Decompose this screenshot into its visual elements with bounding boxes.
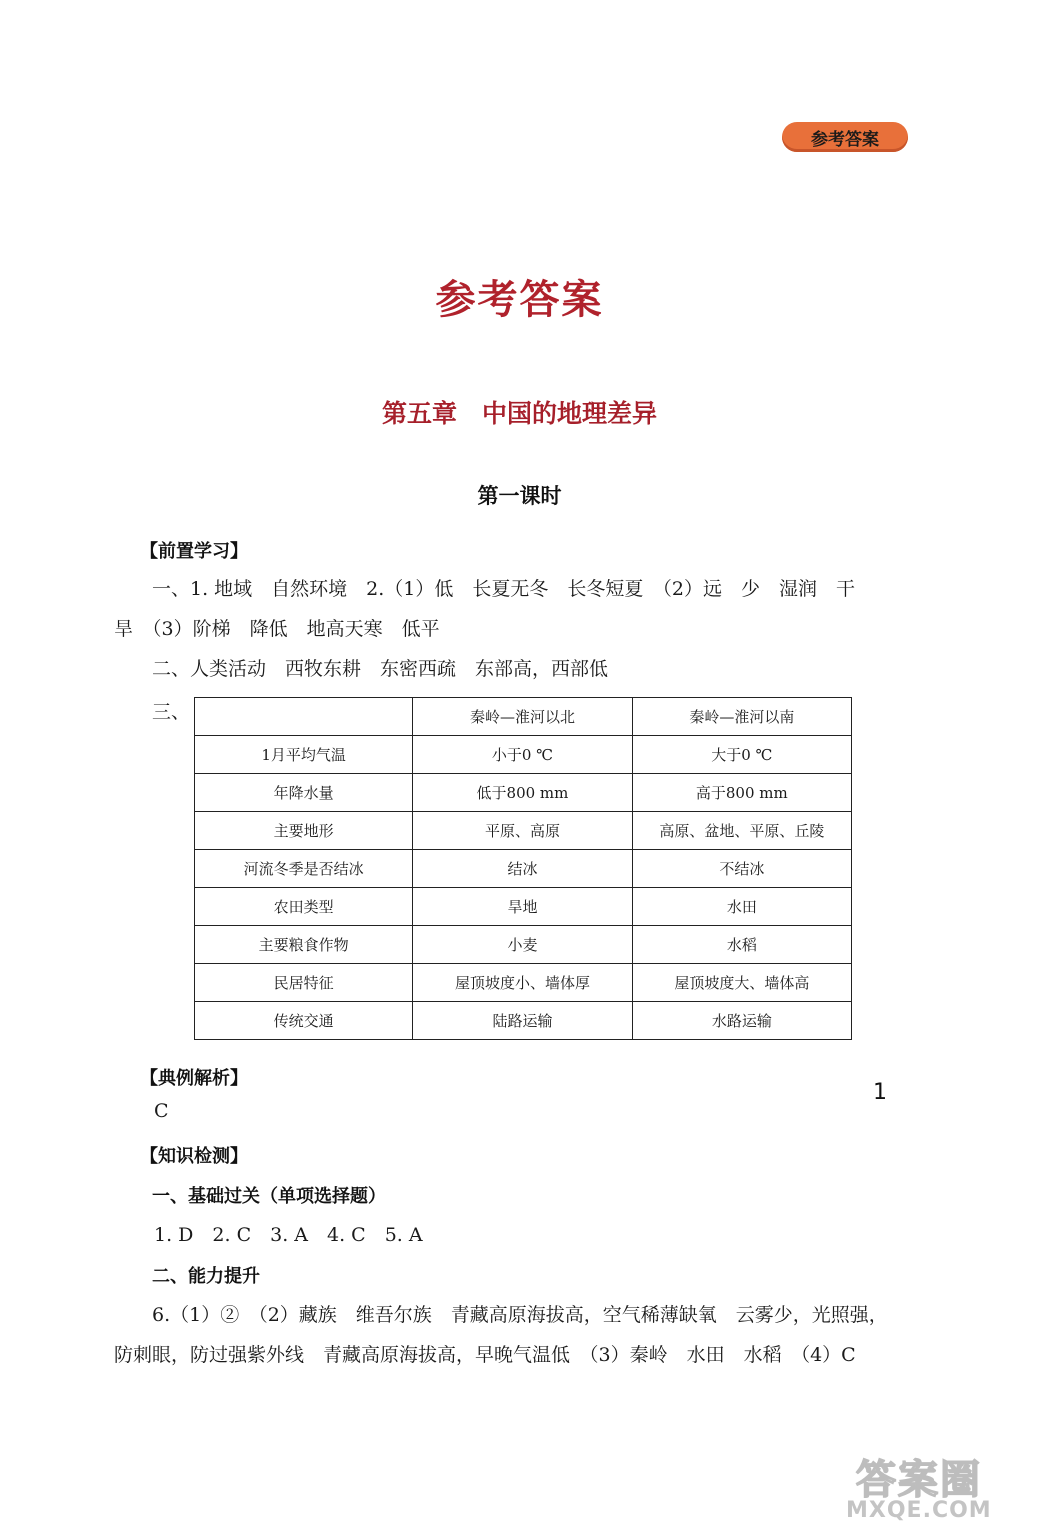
answer-tag: 参考答案 bbox=[782, 122, 908, 152]
check-part1-answers: 1. D 2. C 3. A 4. C 5. A bbox=[154, 1224, 423, 1246]
table-cell: 水稻 bbox=[632, 926, 851, 964]
table-row bbox=[195, 850, 852, 888]
section-pre-study: 【前置学习】 bbox=[140, 541, 248, 562]
table-cell: 水路运输 bbox=[632, 1002, 851, 1040]
table-cell: 1月平均气温 bbox=[195, 736, 413, 774]
lesson-title: 第一课时 bbox=[477, 484, 562, 508]
table-header-cell: 秦岭—淮河以南 bbox=[632, 698, 851, 736]
table-cell: 小于0 ℃ bbox=[413, 736, 632, 774]
watermark-bottom-text: MXQE.COM bbox=[846, 1498, 992, 1523]
table-cell: 陆路运输 bbox=[413, 1002, 632, 1040]
table-header-cell: 秦岭—淮河以北 bbox=[413, 698, 632, 736]
table-header-row bbox=[195, 698, 852, 736]
pre-study-line-1: 一、1. 地域 自然环境 2.（1）低 长夏无冬 长冬短夏 （2）远 少 湿润 干 bbox=[152, 578, 855, 600]
table-row bbox=[195, 964, 852, 1002]
table-cell: 大于0 ℃ bbox=[632, 736, 851, 774]
page-number: 1 bbox=[873, 1080, 887, 1105]
table-cell: 小麦 bbox=[413, 926, 632, 964]
table-row bbox=[195, 926, 852, 964]
table-cell: 主要粮食作物 bbox=[195, 926, 413, 964]
check-part2-line-1: 6.（1）② （2）藏族 维吾尔族 青藏高原海拔高，空气稀薄缺氧 云雾少，光照强， bbox=[152, 1304, 888, 1326]
table-row bbox=[195, 1002, 852, 1040]
table-cell: 高原、盆地、平原、丘陵 bbox=[632, 812, 851, 850]
check-part2-title: 二、能力提升 bbox=[152, 1266, 260, 1287]
page-title: 参考答案 bbox=[435, 277, 604, 323]
table-cell: 低于800 mm bbox=[413, 774, 632, 812]
section-example: 【典例解析】 bbox=[140, 1068, 248, 1089]
table-cell: 结冰 bbox=[413, 850, 632, 888]
table-cell: 民居特征 bbox=[195, 964, 413, 1002]
table-row bbox=[195, 736, 852, 774]
watermark-logo bbox=[846, 1448, 1026, 1528]
table-cell: 主要地形 bbox=[195, 812, 413, 850]
check-part2-line-2: 防刺眼，防过强紫外线 青藏高原海拔高，早晚气温低 （3）秦岭 水田 水稻 （4）C bbox=[114, 1344, 856, 1366]
table-cell: 传统交通 bbox=[195, 1002, 413, 1040]
check-part1-title: 一、基础过关（单项选择题） bbox=[152, 1186, 386, 1207]
table-cell: 旱地 bbox=[413, 888, 632, 926]
table-cell: 农田类型 bbox=[195, 888, 413, 926]
table-cell: 年降水量 bbox=[195, 774, 413, 812]
table-row bbox=[195, 888, 852, 926]
table-cell: 河流冬季是否结冰 bbox=[195, 850, 413, 888]
table-cell: 屋顶坡度小、墙体厚 bbox=[413, 964, 632, 1002]
table-row bbox=[195, 774, 852, 812]
section-check: 【知识检测】 bbox=[140, 1146, 248, 1167]
table-header-cell bbox=[195, 698, 413, 736]
pre-study-line-3: 二、人类活动 西牧东耕 东密西疏 东部高，西部低 bbox=[152, 658, 609, 680]
table-cell: 不结冰 bbox=[632, 850, 851, 888]
watermark-top-text: 答案圈 bbox=[856, 1457, 982, 1503]
table-row bbox=[195, 812, 852, 850]
example-answer: C bbox=[154, 1100, 169, 1122]
table-cell: 屋顶坡度大、墙体高 bbox=[632, 964, 851, 1002]
table-cell: 平原、高原 bbox=[413, 812, 632, 850]
pre-study-line-2: 旱 （3）阶梯 降低 地高天寒 低平 bbox=[114, 618, 440, 640]
table-cell: 高于800 mm bbox=[632, 774, 851, 812]
pre-study-line-4-prefix: 三、 bbox=[152, 701, 191, 723]
chapter-title: 第五章 中国的地理差异 bbox=[381, 399, 657, 428]
table-cell: 水田 bbox=[632, 888, 851, 926]
comparison-table bbox=[194, 697, 852, 1040]
